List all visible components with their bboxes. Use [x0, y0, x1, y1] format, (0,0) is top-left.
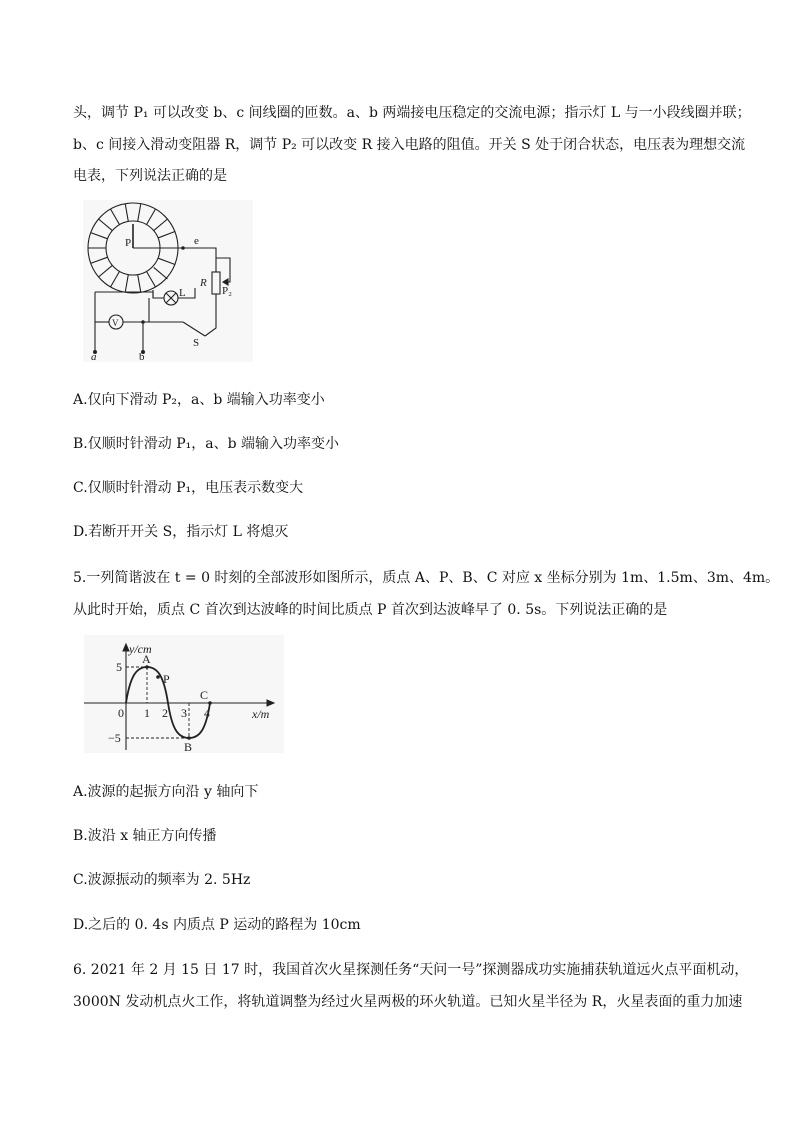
q5-text-line-1: 5.一列简谐波在 t = 0 时刻的全部波形如图所示，质点 A、P、B、C 对应 x 坐标分别为 1m、1.5m、3m、4m。 [73, 570, 780, 586]
label-e: e [194, 235, 199, 247]
point-c-label: C [200, 688, 209, 702]
x-tick-1: 1 [144, 706, 150, 720]
label-b: b [139, 351, 145, 362]
point-b-label: B [184, 740, 193, 753]
y-axis-label: y/cm [129, 642, 152, 656]
point-p [156, 675, 160, 679]
x-tick-4: 4 [204, 706, 210, 720]
y-tick-neg5: −5 [108, 731, 121, 745]
q4-text-line-2: b、c 间接入滑动变阻器 R，调节 P₂ 可以改变 R 接入电路的阻值。开关 S 处于闭合状态，电压表为理想交流 [73, 137, 746, 153]
x-axis-label: x/m [252, 707, 270, 721]
q4-option-a: A.仅向下滑动 P₂，a、b 端输入功率变小 [73, 392, 325, 408]
q5-text-line-2: 从此时开始，质点 C 首次到达波峰的时间比质点 P 首次到达波峰早了 0. 5s。下列说法正确的是 [73, 602, 668, 618]
q4-option-b: B.仅顺时针滑动 P₁，a、b 端输入功率变小 [73, 436, 339, 452]
label-p2: P₂ [222, 285, 232, 297]
label-l: L [179, 287, 186, 299]
point-c [208, 701, 212, 705]
label-s: S [193, 337, 200, 349]
x-tick-2: 2 [162, 706, 168, 720]
junction-e [181, 246, 185, 250]
q4-text-line-1: 头，调节 P₁ 可以改变 b、c 间线圈的匝数。a、b 两端接电压稳定的交流电源；指示灯 L 与一小段线圈并联； [73, 105, 751, 121]
q6-text-line-1: 6. 2021 年 2 月 15 日 17 时，我国首次火星探测任务“天问一号”探测器成功实施捕获轨道远火点平面机动， [73, 962, 749, 978]
label-v: V [112, 318, 119, 328]
transformer-circuit-figure [83, 200, 253, 362]
q6-text-line-2: 3000N 发动机点火工作，将轨道调整为经过火星两极的环火轨道。已知火星半径为 R，火星表面的重力加速 [73, 994, 743, 1010]
q4-option-d: D.若断开开关 S，指示灯 L 将熄灭 [73, 524, 289, 540]
label-a: a [91, 351, 97, 362]
q4-text-line-3: 电表，下列说法正确的是 [73, 168, 227, 184]
y-tick-5: 5 [116, 660, 122, 674]
x-tick-3: 3 [181, 706, 187, 720]
wave-graph-figure [84, 635, 284, 753]
point-p-label: P [163, 672, 170, 686]
junction-b [141, 320, 145, 324]
origin-label: 0 [118, 706, 124, 720]
q4-option-c: C.仅顺时针滑动 P₁，电压表示数变大 [73, 480, 304, 496]
q5-option-c: C.波源振动的频率为 2. 5Hz [73, 872, 251, 888]
q5-option-b: B.波沿 x 轴正方向传播 [73, 828, 217, 844]
label-p1: P₁ [125, 237, 135, 249]
q5-option-a: A.波源的起振方向沿 y 轴向下 [73, 784, 259, 800]
label-r: R [200, 277, 207, 289]
point-a-label: A [142, 652, 151, 666]
q5-option-d: D.之后的 0. 4s 内质点 P 运动的路程为 10cm [73, 917, 361, 933]
